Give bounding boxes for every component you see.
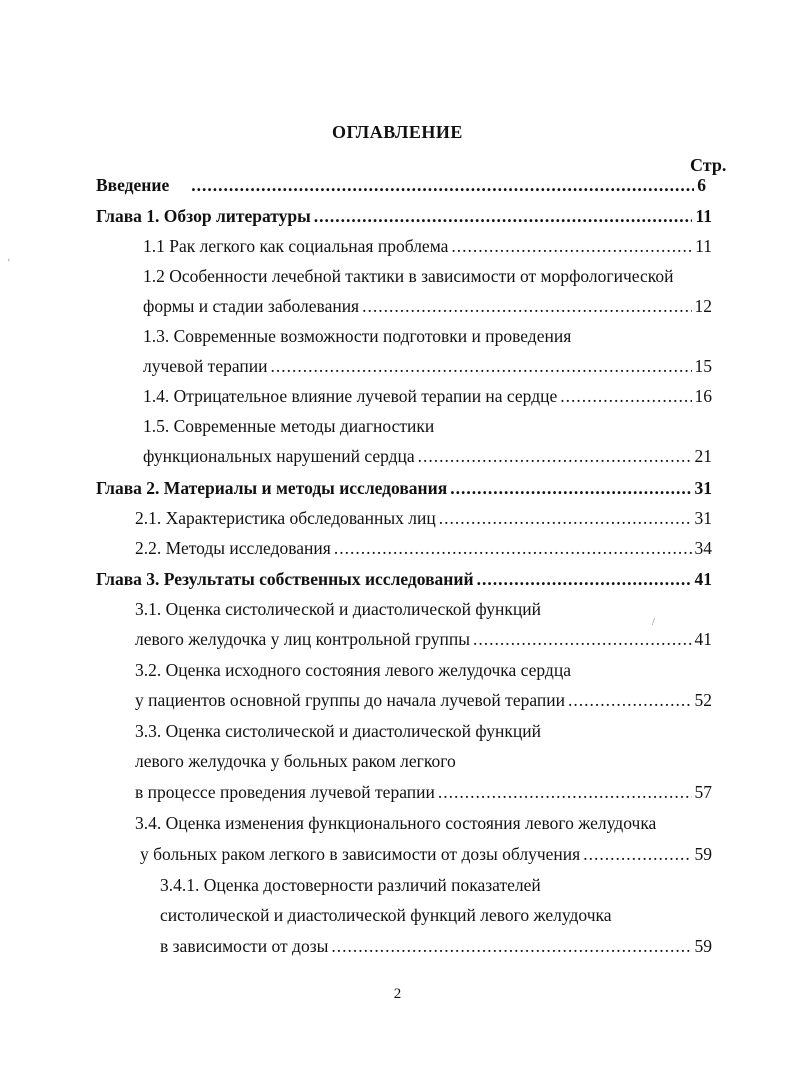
- toc-page-number: 12: [694, 296, 712, 316]
- toc-entry-label: 2.2. Методы исследования: [135, 538, 331, 558]
- toc-entry-2-1[interactable]: [135, 506, 712, 530]
- scan-speck: ': [8, 258, 10, 269]
- toc-entry-label: 2.1. Характеристика обследованных лиц: [135, 508, 436, 528]
- page-column-label: Стр.: [690, 155, 727, 175]
- toc-entry-3-3-line2: левого желудочка у больных раком легкого: [135, 751, 456, 771]
- dot-leader: [418, 444, 692, 468]
- dot-leader: [451, 234, 692, 258]
- toc-entry-chapter-3[interactable]: [96, 567, 712, 591]
- toc-entry-1-1[interactable]: [143, 234, 712, 258]
- dot-leader: [560, 384, 691, 408]
- toc-entry-3-4-line1: 3.4. Оценка изменения функционального состояния левого желудочка: [135, 813, 657, 833]
- toc-entry-label: Глава 3. Результаты собственных исследований: [96, 569, 474, 589]
- toc-page-number: 16: [694, 386, 712, 406]
- toc-entry-1-3[interactable]: [143, 354, 712, 378]
- toc-page-number: 31: [694, 508, 712, 528]
- toc-entry-chapter-1[interactable]: [96, 204, 712, 228]
- toc-entry-3-1-line1: 3.1. Оценка систолической и диастолической функций: [135, 599, 542, 619]
- toc-entry-label: левого желудочка у лиц контрольной группы: [135, 629, 470, 649]
- toc-entry-3-3-line1: 3.3. Оценка систолической и диастолической функций: [135, 721, 542, 741]
- toc-page-number: 52: [694, 690, 712, 710]
- toc-entry-3-2-line1: 3.2. Оценка исходного состояния левого желудочка сердца: [135, 660, 571, 680]
- page-title: ОГЛАВЛЕНИЕ: [332, 122, 463, 142]
- dot-leader: [362, 294, 691, 318]
- dot-leader: [477, 567, 692, 591]
- toc-entry-3-1[interactable]: [135, 627, 712, 651]
- dot-leader: [314, 204, 693, 228]
- dot-leader: [583, 842, 691, 866]
- toc-entry-3-3[interactable]: [135, 780, 712, 804]
- toc-page-number: 34: [694, 538, 712, 558]
- toc-entry-1-4[interactable]: [143, 384, 712, 408]
- toc-entry-3-4-1[interactable]: [160, 934, 712, 958]
- toc-entry-introduction[interactable]: [96, 173, 706, 197]
- dot-leader: [439, 506, 692, 530]
- toc-entry-1-3-line1: 1.3. Современные возможности подготовки и проведения: [143, 326, 572, 346]
- dot-leader: [334, 536, 692, 560]
- toc-entry-3-4-1-line2: систолической и диастолической функций левого желудочка: [160, 905, 612, 925]
- toc-entry-2-2[interactable]: [135, 536, 712, 560]
- toc-entry-1-5-line1: 1.5. Современные методы диагностики: [143, 416, 435, 436]
- dot-leader: [450, 476, 691, 500]
- toc-entry-3-4[interactable]: [140, 842, 712, 866]
- toc-entry-3-4-1-line1: 3.4.1. Оценка достоверности различий показателей: [160, 875, 541, 895]
- dot-leader: [438, 780, 692, 804]
- toc-entry-label: Глава 1. Обзор литературы: [96, 206, 311, 226]
- toc-entry-chapter-2[interactable]: [96, 476, 712, 500]
- toc-entry-label: 1.4. Отрицательное влияние лучевой терапии на сердце: [143, 386, 558, 406]
- toc-entry-label: у больных раком легкого в зависимости от дозы облучения: [140, 844, 581, 864]
- toc-entry-1-5[interactable]: [143, 444, 712, 468]
- toc-entry-label: функциональных нарушений сердца: [143, 446, 415, 466]
- dot-leader: [191, 173, 694, 197]
- toc-page-number: 21: [694, 446, 712, 466]
- toc-entry-label: лучевой терапии: [143, 356, 268, 376]
- toc-entry-1-2[interactable]: [143, 294, 712, 318]
- toc-page-number: 31: [694, 478, 712, 498]
- toc-page-number: 57: [694, 782, 712, 802]
- toc-page-number: 41: [694, 629, 712, 649]
- toc-page-number: 11: [695, 236, 712, 256]
- toc-entry-label: 1.1 Рак легкого как социальная проблема: [143, 236, 449, 256]
- toc-page-number: 59: [694, 844, 712, 864]
- toc-page-number: 59: [694, 936, 712, 956]
- page-number: 2: [393, 986, 402, 1002]
- dot-leader: [331, 934, 691, 958]
- toc-entry-label: в процессе проведения лучевой терапии: [135, 782, 435, 802]
- toc-page-number: 15: [694, 356, 712, 376]
- toc-page-number: 41: [694, 569, 712, 589]
- dot-leader: [473, 627, 692, 651]
- toc-entry-label: у пациентов основной группы до начала лучевой терапии: [135, 690, 565, 710]
- toc-page-number: 11: [695, 206, 712, 226]
- toc-entry-3-2[interactable]: [135, 688, 712, 712]
- scan-speck: /: [652, 617, 655, 628]
- toc-entry-label: Введение: [96, 175, 170, 195]
- toc-entry-label: Глава 2. Материалы и методы исследования: [96, 478, 448, 498]
- toc-page-number: 6: [697, 175, 706, 195]
- toc-entry-label: формы и стадии заболевания: [143, 296, 360, 316]
- dot-leader: [568, 688, 692, 712]
- toc-entry-label: в зависимости от дозы: [160, 936, 329, 956]
- dot-leader: [270, 354, 691, 378]
- toc-entry-1-2-line1: 1.2 Особенности лечебной тактики в зависимости от морфологической: [143, 266, 674, 286]
